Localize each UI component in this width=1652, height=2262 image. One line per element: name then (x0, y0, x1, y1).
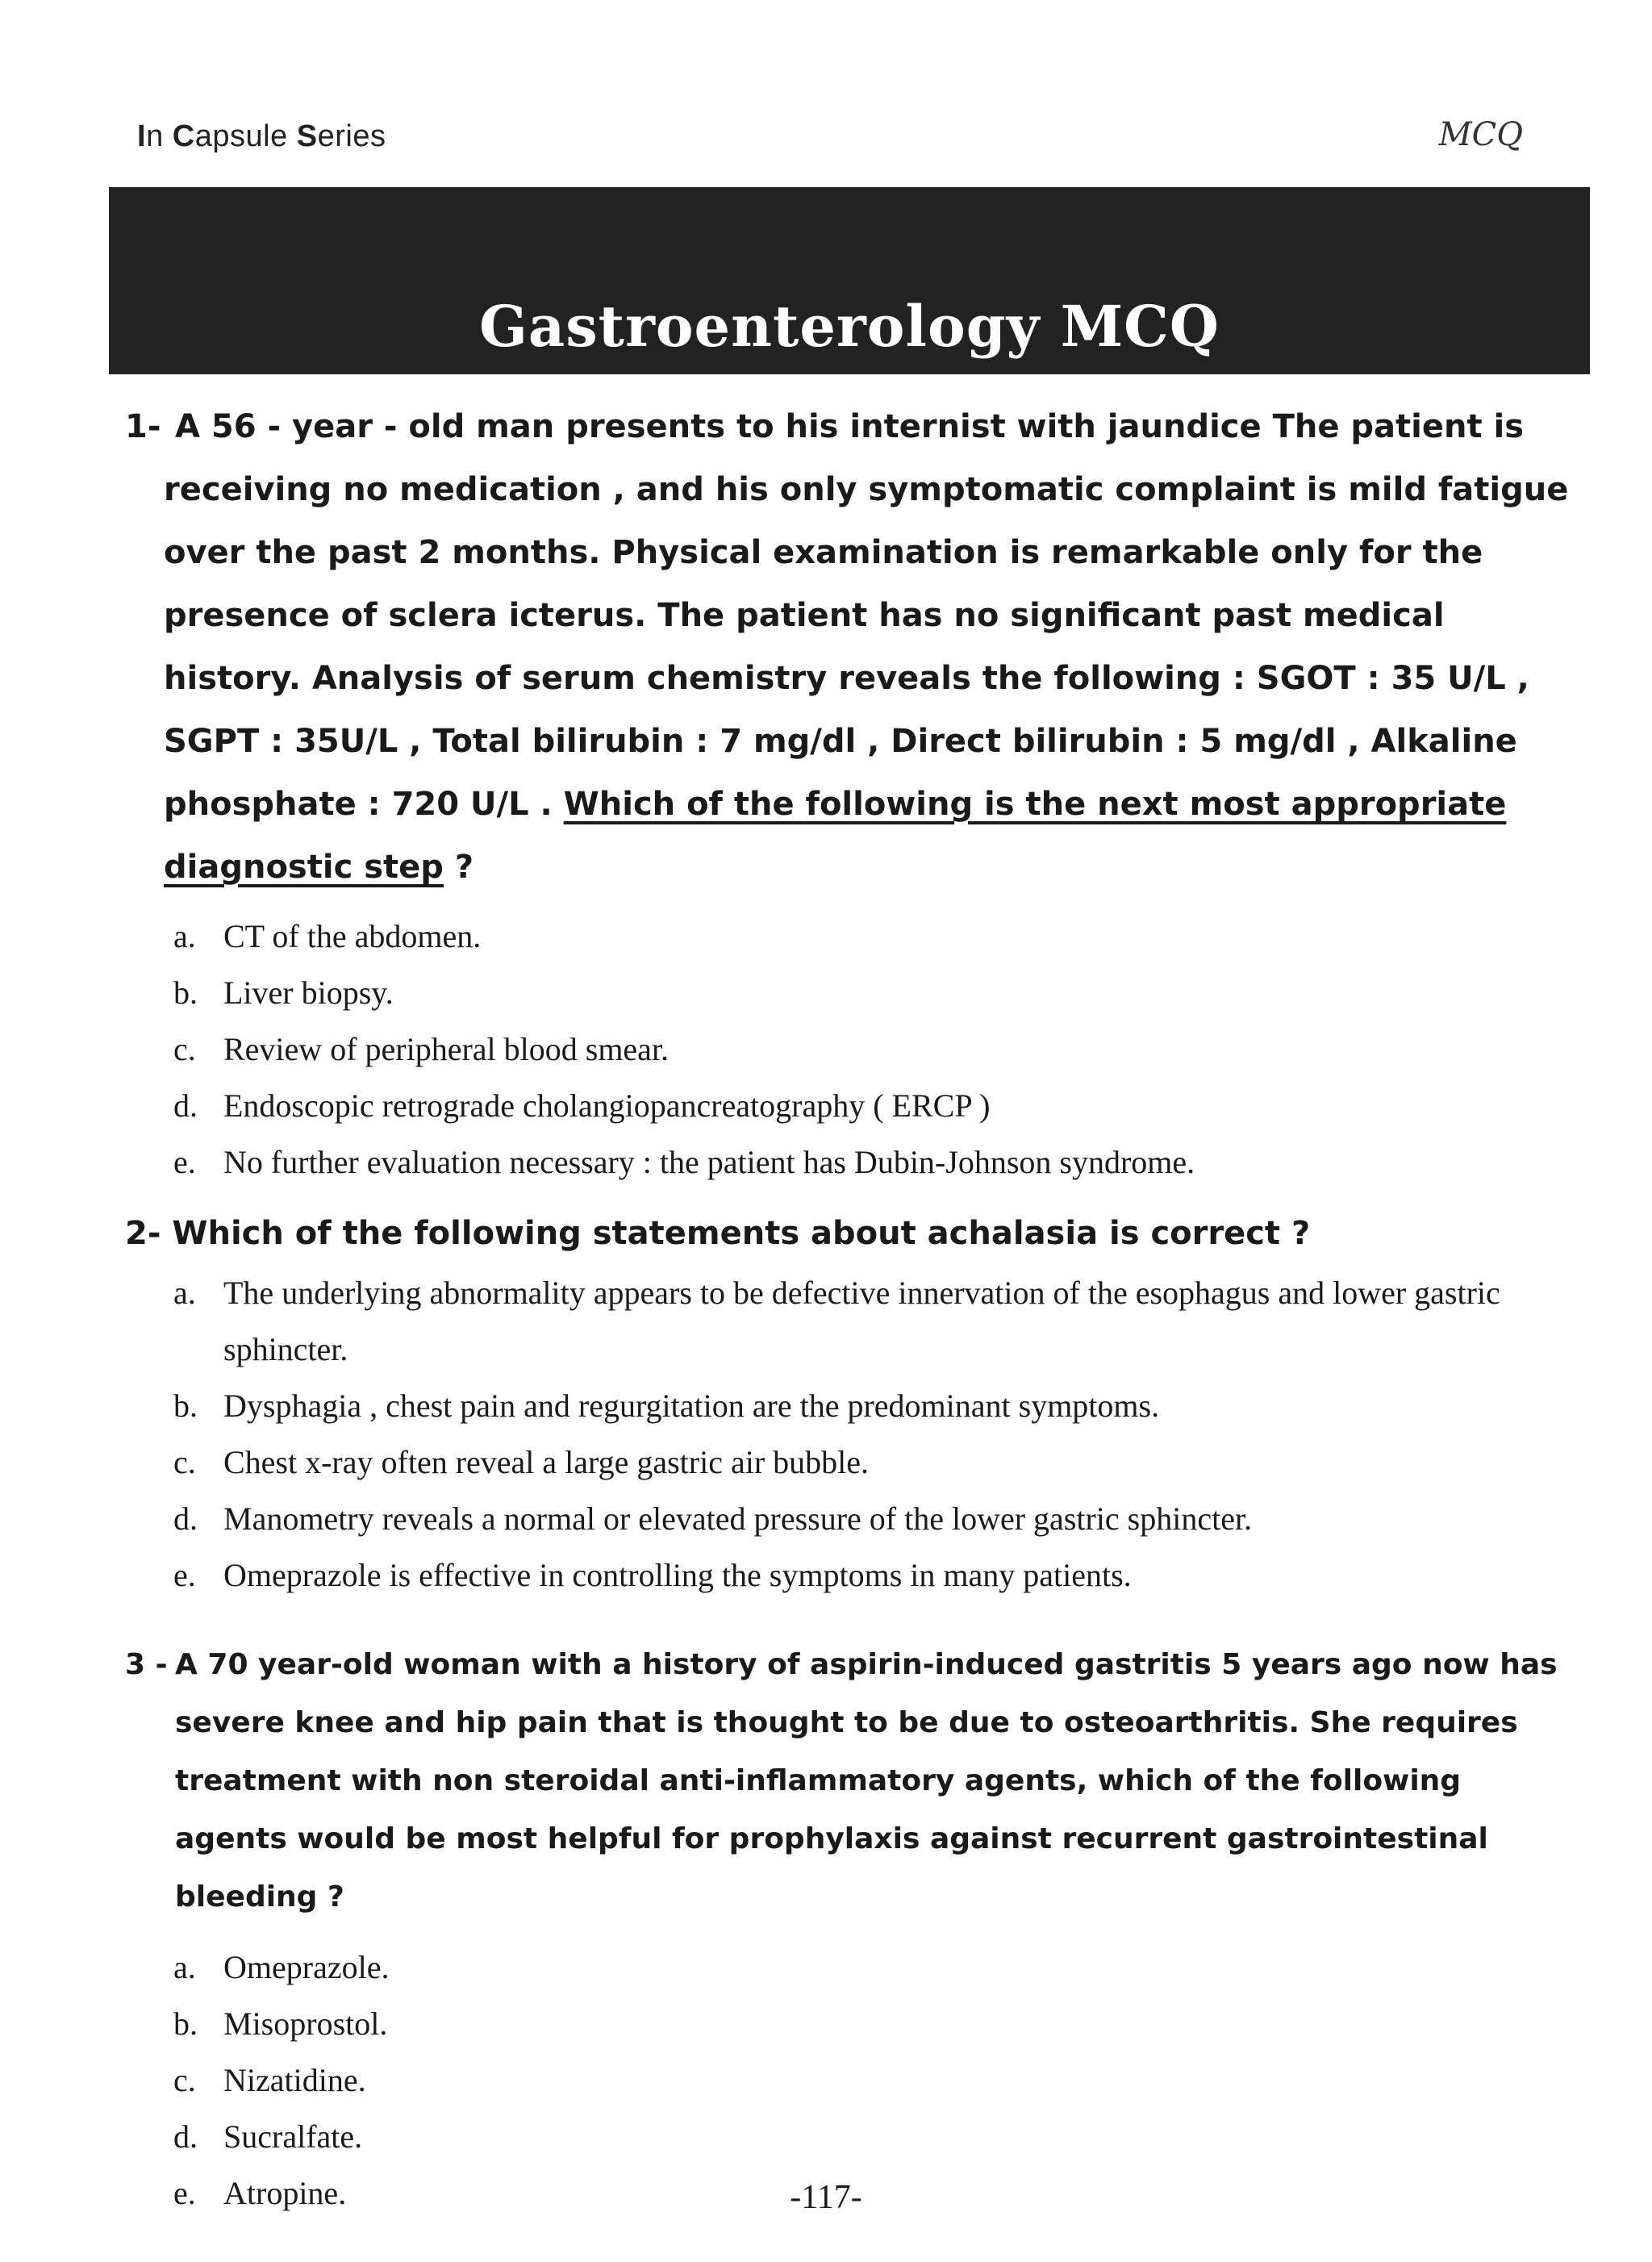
option-item (173, 1491, 1569, 1547)
question-stem: A 56 - year - old man presents to his internist with jaundice The patient is receiving no medication , and his only symptomatic complaint is mild fatigue over the past 2 months. Physical examination is remarkable only for the presence of sclera icterus. The patient has no significant past medical history. Analysis of serum chemistry reveals the following : SGOT : 35 U/L , SGPT : 35U/L , Total bilirubin : 7 mg/dl , Direct bilirubin : 5 mg/dl , Alkaline phosphate : 720 U/L . (164, 408, 1569, 823)
option-item (173, 1021, 1569, 1078)
option-item (173, 1134, 1569, 1191)
option-letter: e. (173, 1557, 196, 1593)
option-text: Omeprazole. (223, 1949, 390, 1985)
title-banner (109, 187, 1590, 374)
question-stem: A 70 year-old woman with a history of aspirin-induced gastritis 5 years ago now has severe knee and hip pain that is thought to be due to osteoarthritis. She requires treatment with non steroidal anti-inflammatory agents, which of the following agents would be most helpful for prophylaxis against recurrent gastrointestinal bleeding ? (175, 1648, 1558, 1914)
option-text: Sucralfate. (223, 2118, 363, 2155)
series-initial-s: S (296, 119, 318, 153)
question-1 (125, 395, 1569, 899)
option-item (173, 1996, 1569, 2052)
question-stem: Which of the following statements about achalasia is correct ? (172, 1215, 1311, 1252)
option-letter: b. (173, 2005, 198, 2042)
option-text: Chest x-ray often reveal a large gastric air bubble. (223, 1444, 870, 1480)
option-item (173, 2109, 1569, 2165)
page-title: Gastroenterology MCQ (479, 293, 1220, 360)
option-item (173, 2052, 1569, 2109)
series-initial-c: C (172, 119, 195, 153)
question-number: 2- (125, 1215, 161, 1252)
option-letter: a. (173, 1275, 196, 1311)
option-text: No further evaluation necessary : the patient has Dubin-Johnson syndrome. (223, 1144, 1195, 1180)
question-2 (125, 1202, 1569, 1265)
question-3 (125, 1636, 1569, 1926)
option-text: Endoscopic retrograde cholangiopancreatography ( ERCP ) (223, 1087, 991, 1124)
series-initial-i: I (137, 119, 147, 153)
option-letter: d. (173, 2118, 198, 2155)
option-text: Omeprazole is effective in controlling the symptoms in many patients. (223, 1557, 1132, 1593)
option-letter: a. (173, 1949, 196, 1985)
questions-content (125, 395, 1569, 2222)
option-item (173, 1078, 1569, 1134)
option-letter: c. (173, 2062, 196, 2098)
option-text: Misoprostol. (223, 2005, 388, 2042)
option-letter: d. (173, 1087, 198, 1124)
option-text: Dysphagia , chest pain and regurgitation are the predominant symptoms. (223, 1388, 1160, 1424)
option-letter: d. (173, 1500, 198, 1537)
option-letter: b. (173, 1388, 198, 1424)
question-stem-underlined: Which of the following is the next most appropriate diagnostic step (164, 786, 1507, 886)
question-stem-end: ? (443, 849, 474, 886)
option-text: CT of the abdomen. (223, 918, 482, 954)
option-letter: c. (173, 1444, 196, 1480)
series-word-capsule: apsule (194, 119, 297, 153)
option-item (173, 1547, 1569, 1604)
option-letter: b. (173, 974, 198, 1011)
page-number: -117- (790, 2179, 862, 2216)
question-1-options (125, 908, 1569, 1191)
series-word-in: n (146, 119, 173, 153)
option-item (173, 1378, 1569, 1434)
option-text: Review of peripheral blood smear. (223, 1031, 670, 1067)
series-word-series: eries (317, 119, 386, 153)
option-text: Nizatidine. (223, 2062, 366, 2098)
option-item (173, 1939, 1569, 1996)
option-letter: e. (173, 2175, 196, 2211)
option-item (173, 908, 1569, 965)
option-text: Liver biopsy. (223, 974, 394, 1011)
question-number: 1- (125, 408, 161, 445)
option-letter: c. (173, 1031, 196, 1067)
series-name (137, 119, 386, 154)
option-text: The underlying abnormality appears to be defective innervation of the esophagus and lower gastric sphincter. (223, 1275, 1500, 1367)
option-item (173, 1265, 1569, 1378)
option-item (173, 965, 1569, 1021)
question-2-options (125, 1265, 1569, 1604)
option-text: Atropine. (223, 2175, 347, 2211)
question-number: 3 - (125, 1648, 168, 1681)
section-label: MCQ (1438, 116, 1523, 153)
option-text: Manometry reveals a normal or elevated pressure of the lower gastric sphincter. (223, 1500, 1253, 1537)
option-item (173, 1434, 1569, 1491)
option-letter: e. (173, 1144, 196, 1180)
option-letter: a. (173, 918, 196, 954)
